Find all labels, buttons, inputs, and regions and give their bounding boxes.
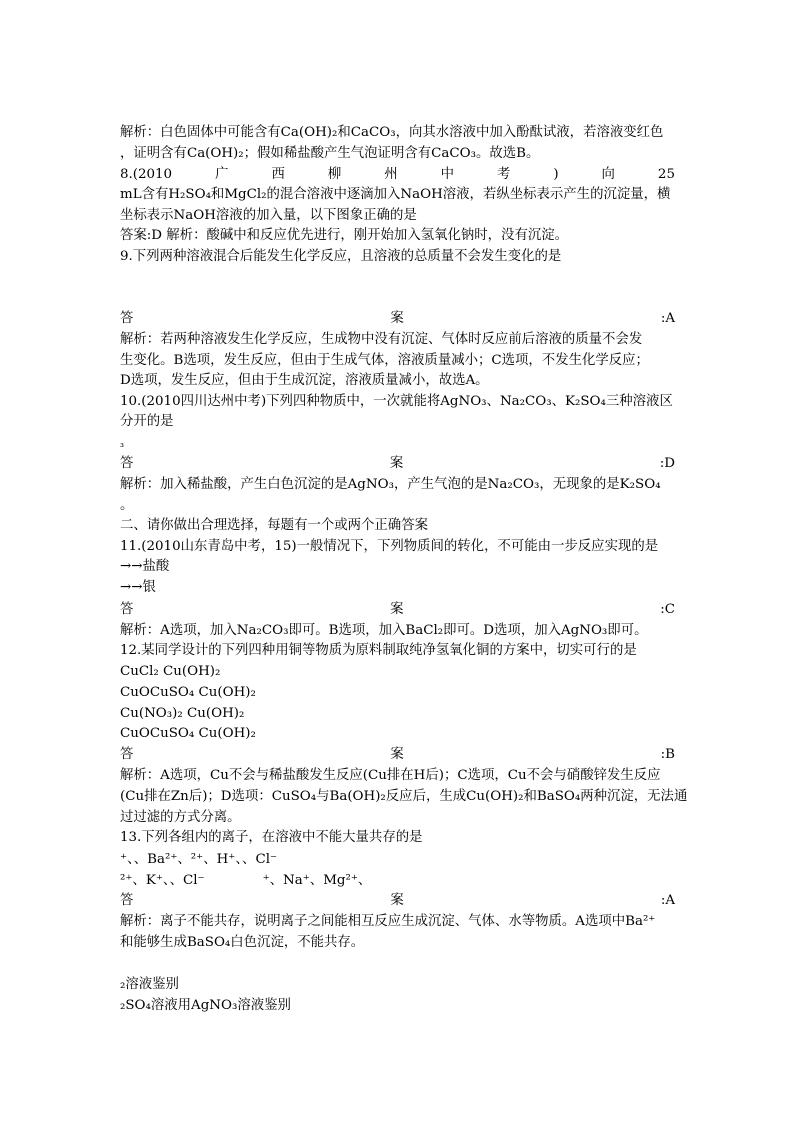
answer-q13 — [120, 891, 675, 911]
q12-option-c: Cu(NO₃)₂ Cu(OH)₂ — [120, 706, 245, 721]
q8-word: 25 — [657, 167, 675, 182]
q13-option-c: ²⁺、K⁺、、Cl⁻ — [120, 873, 205, 888]
answer-label: 案 — [390, 893, 404, 908]
analysis-q10: 解析：加入稀盐酸，产生白色沉淀的是AgNO₃，产生气泡的是Na₂CO₃，无现象的是K₂SO₄ — [120, 477, 661, 492]
analysis-q12-line1: 解析：A选项，Cu不会与稀盐酸发生反应(Cu排在H后)；C选项，Cu不会与硝酸锌发生反应 — [120, 768, 661, 783]
answer-q9 — [120, 309, 675, 329]
q12-option-b: CuOCuSO₄ Cu(OH)₂ — [120, 685, 256, 700]
answer-value: :B — [660, 747, 675, 762]
analysis-q12-line2: (Cu排在Zn后)；D选项：CuSO₄与Ba(OH)₂反应后，生成Cu(OH)₂和BaSO₄两种沉淀，无法通 — [120, 789, 688, 804]
answer-label: 案 — [390, 311, 404, 326]
q11-option-1: →→盐酸 — [120, 559, 170, 574]
answer-label: 案 — [390, 747, 404, 762]
answer-label: 答 — [120, 456, 134, 471]
question-10-line2: 分开的是 — [120, 414, 174, 429]
fragment-line-1: ₂溶液鉴别 — [120, 977, 179, 992]
answer-q8: 答案:D 解析：酸碱中和反应优先进行，刚开始加入氢氧化钠时，没有沉淀。 — [120, 228, 569, 243]
answer-value: :A — [660, 893, 675, 908]
analysis-q9-line2: 生变化。B选项，发生反应，但由于生成气体，溶液质量减小；C选项，不发生化学反应； — [120, 353, 649, 368]
answer-value: :C — [660, 602, 675, 617]
answer-label: 答 — [120, 602, 134, 617]
q8-word: 8.(2010 — [120, 167, 173, 182]
q8-word: 广 — [215, 167, 229, 182]
question-12: 12.某同学设计的下列四种用铜等物质为原料制取纯净氢氧化铜的方案中，切实可行的是 — [120, 643, 637, 658]
q8-word: ) — [553, 167, 559, 182]
q8-word: 柳 — [327, 167, 342, 182]
fragment-subscript: ₃ — [120, 439, 125, 450]
q12-option-d: CuOCuSO₄ Cu(OH)₂ — [120, 726, 256, 741]
q8-word: 向 — [601, 167, 615, 182]
answer-q11 — [120, 600, 675, 620]
answer-value: :D — [659, 456, 675, 471]
answer-label: 答 — [120, 893, 134, 908]
answer-value: :A — [660, 311, 675, 326]
question-10-line1: 10.(2010四川达州中考)下列四种物质中，一次就能将AgNO₃、Na₂CO₃、K₂SO₄三种溶液区 — [120, 394, 673, 409]
q13-options-1: ⁺、、Ba²⁺、²⁺、H⁺、、Cl⁻ — [120, 852, 278, 867]
q8-word: 中 — [440, 167, 454, 182]
analysis-q7-line1: 解析：白色固体中可能含有Ca(OH)₂和CaCO₃，向其水溶液中加入酚酞试液，若溶液变红色 — [120, 125, 664, 140]
answer-label: 案 — [389, 456, 404, 471]
analysis-q7-line2: ，证明含有Ca(OH)₂；假如稀盐酸产生气泡证明含有CaCO₃。故选B。 — [120, 146, 540, 161]
q11-option-2: →→银 — [120, 580, 156, 595]
analysis-q9-line1: 解析：若两种溶液发生化学反应，生成物中没有沉淀、气体时反应前后溶液的质量不会发 — [120, 332, 643, 347]
answer-label: 案 — [390, 602, 404, 617]
answer-label: 答 — [120, 747, 134, 762]
answer-q10 — [120, 454, 675, 474]
analysis-q10-end: 。 — [120, 498, 134, 513]
analysis-q13-line2: 和能够生成BaSO₄白色沉淀，不能共存。 — [120, 935, 365, 950]
answer-label: 答 — [120, 311, 134, 326]
analysis-q13-line1: 解析：离子不能共存，说明离子之间能相互反应生成沉淀、气体、水等物质。A选项中Ba²⁺ — [120, 914, 656, 929]
question-8-line3: 坐标表示NaOH溶液的加入量，以下图象正确的是 — [120, 208, 417, 223]
q8-word: 州 — [384, 167, 398, 182]
analysis-q12-line3: 过过滤的方式分离。 — [120, 810, 241, 825]
section-heading: 二、请你做出合理选择，每题有一个或两个正确答案 — [120, 518, 428, 533]
q13-options-2 — [120, 871, 675, 891]
q8-word: 考 — [496, 167, 511, 182]
answer-q12 — [120, 745, 675, 765]
question-13: 13.下列各组内的离子，在溶液中不能大量共存的是 — [120, 830, 423, 845]
question-8-line2: mL含有H₂SO₄和MgCl₂的混合溶液中逐滴加入NaOH溶液，若纵坐标表示产生的沉淀量，横 — [120, 187, 671, 202]
q12-option-a: CuCl₂ Cu(OH)₂ — [120, 664, 221, 679]
analysis-q11: 解析：A选项，加入Na₂CO₃即可。B选项，加入BaCl₂即可。D选项，加入AgNO₃即可。 — [120, 623, 648, 638]
question-9: 9.下列两种溶液混合后能发生化学反应，且溶液的总质量不会发生变化的是 — [120, 249, 562, 264]
question-11: 11.(2010山东青岛中考，15)一般情况下，下列物质间的转化，不可能由一步反应实现的是 — [120, 539, 659, 554]
question-8-header — [120, 165, 675, 185]
analysis-q9-line3: D选项，发生反应，但由于生成沉淀，溶液质量减小，故选A。 — [120, 373, 489, 388]
q13-option-d: ⁺、Na⁺、Mg²⁺、 — [262, 873, 372, 888]
q8-word: 西 — [271, 167, 285, 182]
fragment-line-2: ₂SO₄溶液用AgNO₃溶液鉴别 — [120, 998, 291, 1013]
